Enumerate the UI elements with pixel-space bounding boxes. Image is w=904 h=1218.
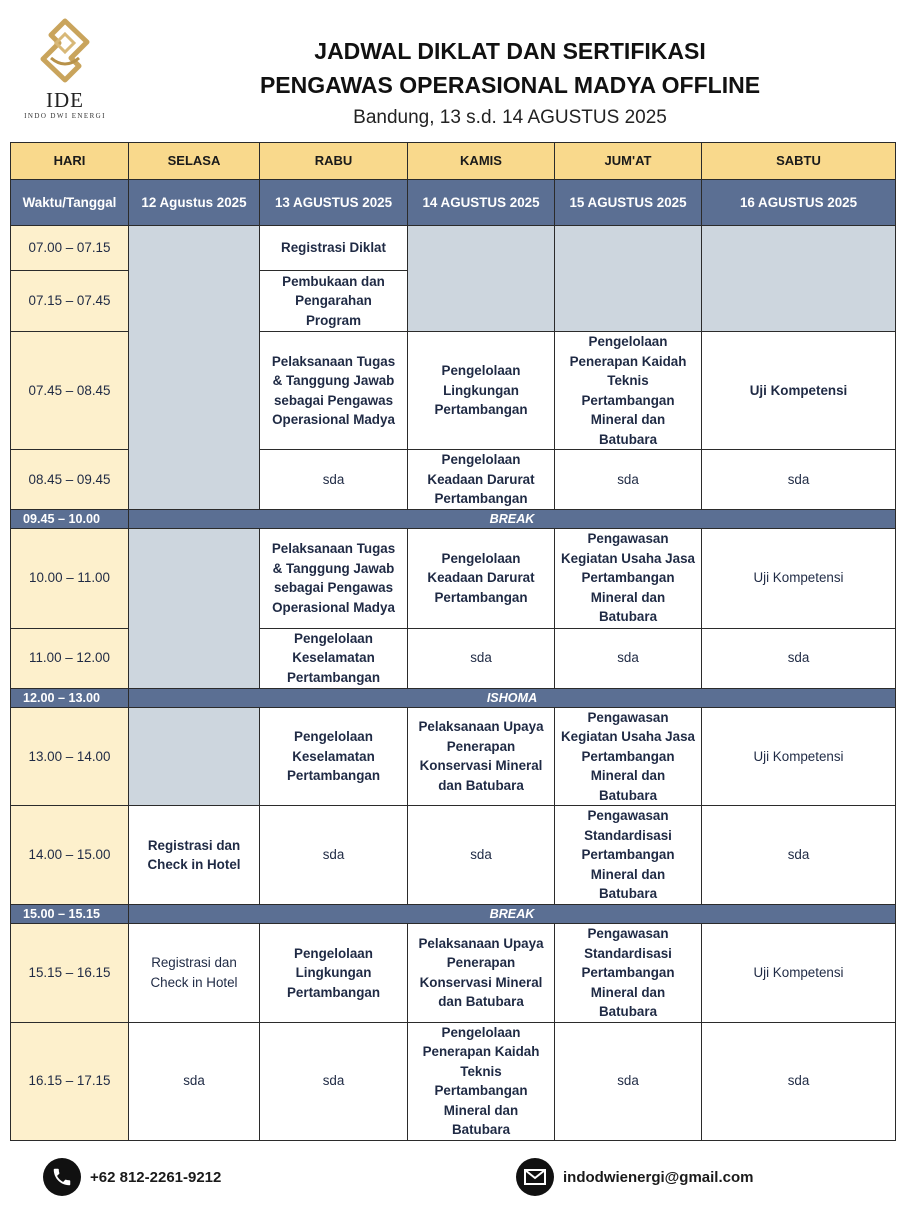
empty-cell: [129, 528, 260, 688]
time-slot: 12.00 – 13.00: [11, 688, 129, 707]
empty-cell: [702, 226, 896, 332]
break-label: BREAK: [129, 905, 896, 924]
empty-cell: [129, 707, 260, 806]
phone-number: +62 812-2261-9212: [90, 1168, 222, 1186]
date-jumat: 15 AGUSTUS 2025: [555, 180, 702, 226]
date-selasa: 12 Agustus 2025: [129, 180, 260, 226]
break-row: [11, 688, 896, 707]
schedule-table: [10, 142, 896, 1141]
schedule-cell: sda: [408, 806, 555, 905]
schedule-cell: Uji Kompetensi: [702, 528, 896, 628]
schedule-cell: sda: [555, 628, 702, 688]
time-slot: 13.00 – 14.00: [11, 707, 129, 806]
document-title: [200, 34, 820, 132]
schedule-cell: sda: [260, 1022, 408, 1140]
schedule-cell: Pengawasan Kegiatan Usaha Jasa Pertambangan Mineral dan Batubara: [555, 528, 702, 628]
time-slot: 07.00 – 07.15: [11, 226, 129, 271]
date-header-row: [11, 180, 896, 226]
time-slot: 14.00 – 15.00: [11, 806, 129, 905]
schedule-cell: sda: [129, 1022, 260, 1140]
schedule-cell: Uji Kompetensi: [702, 924, 896, 1023]
table-row: [11, 707, 896, 806]
empty-cell: [408, 226, 555, 332]
time-slot: 07.15 – 07.45: [11, 271, 129, 332]
schedule-cell: Pengelolaan Lingkungan Pertambangan: [260, 924, 408, 1023]
ishoma-label: ISHOMA: [129, 688, 896, 707]
break-row: [11, 509, 896, 528]
company-logo: [22, 18, 108, 120]
schedule-cell: Uji Kompetensi: [702, 707, 896, 806]
schedule-cell: Pelaksanaan Upaya Penerapan Konservasi Mineral dan Batubara: [408, 924, 555, 1023]
time-slot: 07.45 – 08.45: [11, 332, 129, 450]
schedule-cell: sda: [555, 1022, 702, 1140]
table-row: [11, 528, 896, 628]
schedule-cell: Pengelolaan Keadaan Darurat Pertambangan: [408, 450, 555, 510]
schedule-cell: Pengawasan Standardisasi Pertambangan Mineral dan Batubara: [555, 924, 702, 1023]
schedule-cell: sda: [702, 450, 896, 510]
schedule-cell: Pengawasan Standardisasi Pertambangan Mineral dan Batubara: [555, 806, 702, 905]
header-waktu-tanggal: Waktu/Tanggal: [11, 180, 129, 226]
time-slot: 09.45 – 10.00: [11, 509, 129, 528]
schedule-cell: Registrasi dan Check in Hotel: [129, 806, 260, 905]
schedule-cell: sda: [702, 628, 896, 688]
phone-icon: [43, 1158, 81, 1196]
footer-email: [516, 1158, 753, 1196]
date-sabtu: 16 AGUSTUS 2025: [702, 180, 896, 226]
header-hari: HARI: [11, 143, 129, 180]
logo-text: IDE: [46, 88, 84, 112]
schedule-cell: Pelaksanaan Tugas & Tanggung Jawab sebagai Pengawas Operasional Madya: [260, 332, 408, 450]
table-row: [11, 226, 896, 271]
date-kamis: 14 AGUSTUS 2025: [408, 180, 555, 226]
schedule-cell: Pengelolaan Lingkungan Pertambangan: [408, 332, 555, 450]
date-rabu: 13 AGUSTUS 2025: [260, 180, 408, 226]
break-row: [11, 905, 896, 924]
empty-cell: [555, 226, 702, 332]
time-slot: 08.45 – 09.45: [11, 450, 129, 510]
footer-phone: [43, 1158, 221, 1196]
logo-subtitle: INDO DWI ENERGI: [24, 112, 106, 120]
empty-cell: [129, 226, 260, 510]
email-address: indodwienergi@gmail.com: [563, 1168, 754, 1186]
schedule-cell: sda: [555, 450, 702, 510]
header-jumat: JUM'AT: [555, 143, 702, 180]
schedule-cell: Registrasi dan Check in Hotel: [129, 924, 260, 1023]
header-sabtu: SABTU: [702, 143, 896, 180]
day-header-row: [11, 143, 896, 180]
table-row: [11, 806, 896, 905]
schedule-cell: Pembukaan dan Pengarahan Program: [260, 271, 408, 332]
schedule-cell: Pengelolaan Keselamatan Pertambangan: [260, 707, 408, 806]
break-label: BREAK: [129, 509, 896, 528]
schedule-cell: sda: [702, 806, 896, 905]
schedule-cell: sda: [702, 1022, 896, 1140]
schedule-cell: sda: [260, 450, 408, 510]
time-slot: 16.15 – 17.15: [11, 1022, 129, 1140]
schedule-cell: Pelaksanaan Upaya Penerapan Konservasi Mineral dan Batubara: [408, 707, 555, 806]
time-slot: 10.00 – 11.00: [11, 528, 129, 628]
title-line-1: JADWAL DIKLAT DAN SERTIFIKASI: [314, 38, 706, 64]
schedule-cell: Uji Kompetensi: [702, 332, 896, 450]
time-slot: 15.00 – 15.15: [11, 905, 129, 924]
schedule-cell: Pengelolaan Keselamatan Pertambangan: [260, 628, 408, 688]
table-row: [11, 924, 896, 1023]
schedule-cell: Registrasi Diklat: [260, 226, 408, 271]
schedule-cell: Pengelolaan Keadaan Darurat Pertambangan: [408, 528, 555, 628]
table-row: [11, 1022, 896, 1140]
schedule-cell: Pengawasan Kegiatan Usaha Jasa Pertambangan Mineral dan Batubara: [555, 707, 702, 806]
title-location-date: Bandung, 13 s.d. 14 AGUSTUS 2025: [353, 107, 667, 128]
time-slot: 15.15 – 16.15: [11, 924, 129, 1023]
header-rabu: RABU: [260, 143, 408, 180]
title-line-2: PENGAWAS OPERASIONAL MADYA OFFLINE: [259, 72, 761, 98]
email-icon: [516, 1158, 554, 1196]
schedule-cell: Pelaksanaan Tugas & Tanggung Jawab sebagai Pengawas Operasional Madya: [260, 528, 408, 628]
schedule-cell: sda: [260, 806, 408, 905]
logo-emblem-icon: [37, 18, 93, 88]
header-selasa: SELASA: [129, 143, 260, 180]
schedule-cell: Pengelolaan Penerapan Kaidah Teknis Pertambangan Mineral dan Batubara: [408, 1022, 555, 1140]
schedule-cell: Pengelolaan Penerapan Kaidah Teknis Pertambangan Mineral dan Batubara: [555, 332, 702, 450]
schedule-cell: sda: [408, 628, 555, 688]
time-slot: 11.00 – 12.00: [11, 628, 129, 688]
header-kamis: KAMIS: [408, 143, 555, 180]
